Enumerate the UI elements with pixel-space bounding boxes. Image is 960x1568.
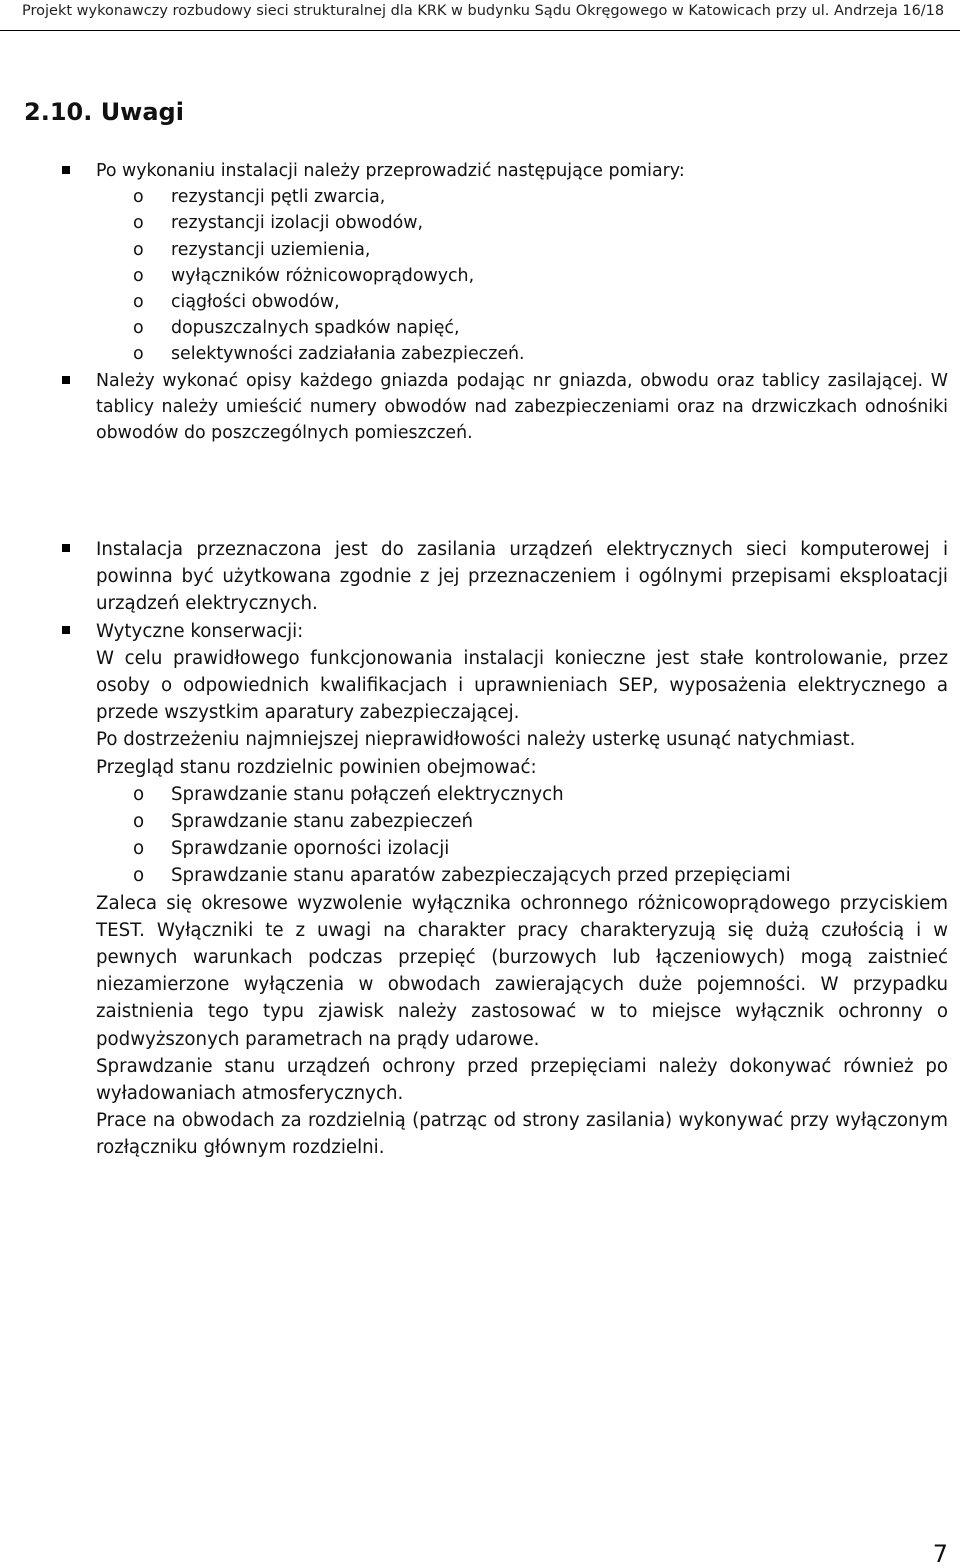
list-item <box>0 315 960 341</box>
circle-bullet-icon: o <box>133 213 144 234</box>
square-bullet-icon <box>62 166 70 174</box>
circle-bullet-icon: o <box>133 318 144 339</box>
circle-bullet-icon: o <box>133 292 144 313</box>
square-bullet-icon <box>62 626 70 634</box>
circle-bullet-icon: o <box>133 265 144 286</box>
list-item-text: rezystancji uziemienia, <box>171 239 371 260</box>
list-item <box>0 808 960 835</box>
list-item <box>0 184 960 210</box>
maintenance-paragraph: Przegląd stanu rozdzielnic powinien obejmować: <box>96 756 537 778</box>
list-item <box>0 341 960 367</box>
list-item-text: rezystancji pętli zwarcia, <box>171 187 386 208</box>
maintenance-title: Wytyczne konserwacji: <box>96 620 304 642</box>
maintenance-paragraph: W celu prawidłowego funkcjonowania instalacji konieczne jest stałe kontrolowanie, przez osoby o odpowiednich kwalifikacjach i uprawnieniach SEP, wyposażenia elektrycznego a przede wszystkim aparatury zabezpieczającej. <box>96 647 948 724</box>
circle-bullet-icon: o <box>133 344 144 365</box>
list-item-text: Sprawdzanie stanu połączeń elektrycznych <box>171 783 564 805</box>
list-item-text: ciągłości obwodów, <box>171 292 340 313</box>
page-number: 7 <box>932 1540 948 1568</box>
bullet-maintenance <box>0 618 960 645</box>
square-bullet-icon <box>62 376 70 384</box>
list-item-text: wyłączników różnicowoprądowych, <box>171 265 475 286</box>
maintenance-paragraph: Sprawdzanie stanu urządzeń ochrony przed przepięciami należy dokonywać również po wyładowaniach atmosferycznych. <box>96 1055 948 1105</box>
first-block <box>0 158 960 446</box>
checks-list <box>0 781 960 890</box>
circle-bullet-icon: o <box>133 865 145 887</box>
second-block <box>0 536 960 1162</box>
list-item-text: selektywności zadziałania zabezpieczeń. <box>171 344 525 365</box>
bullet-sockets <box>0 368 960 447</box>
measurements-intro: Po wykonaniu instalacji należy przeprowadzić następujące pomiary: <box>96 161 685 181</box>
circle-bullet-icon: o <box>133 811 145 833</box>
list-item <box>0 210 960 236</box>
circle-bullet-icon: o <box>133 838 145 860</box>
section-title: 2.10. Uwagi <box>24 98 184 126</box>
installation-text: Instalacja przeznaczona jest do zasilania urządzeń elektrycznych sieci komputerowej i powinna być użytkowana zgodnie z jej przeznaczeniem i ogólnymi przepisami eksploatacji urządzeń elektrycznych. <box>96 539 948 615</box>
maintenance-paragraph: Po dostrzeżeniu najmniejszej nieprawidłowości należy usterkę usunąć natychmiast. <box>96 729 856 751</box>
list-item <box>0 289 960 315</box>
measurements-list <box>0 184 960 367</box>
list-item-text: rezystancji izolacji obwodów, <box>171 213 424 234</box>
list-item-text: dopuszczalnych spadków napięć, <box>171 318 460 339</box>
circle-bullet-icon: o <box>133 239 144 260</box>
list-item <box>0 862 960 889</box>
maintenance-paragraph: Zaleca się okresowe wyzwolenie wyłącznika ochronnego różnicowoprądowego przyciskiem TEST. Wyłączniki te z uwagi na charakter pracy charakteryzują się dużą czułością i w pewnych warunkach podczas przepięć (burzowych lub łączeniowych) mogą zaistnieć niezamierzone wyłączenia w obwodach zawierających duże pojemności. W przypadku zaistnienia tego typu zjawisk należy zastosować w to miejsce wyłącznik ochronny o podwyższonych parametrach na prądy udarowe. <box>96 892 948 1050</box>
sockets-text: Należy wykonać opisy każdego gniazda podając nr gniazda, obwodu oraz tablicy zasilającej. W tablicy należy umieścić numery obwodów nad zabezpieczeniami oraz na drzwiczkach odnośniki obwodów do poszczególnych pomieszczeń. <box>96 370 948 444</box>
header-text: Projekt wykonawczy rozbudowy sieci strukturalnej dla KRK w budynku Sądu Okręgowego w Katowicach przy ul. Andrzeja 16/18 <box>22 3 945 19</box>
list-item <box>0 835 960 862</box>
list-item <box>0 781 960 808</box>
maintenance-paragraph: Prace na obwodach za rozdzielnią (patrząc od strony zasilania) wykonywać przy wyłączonym rozłączniku głównym rozdzielni. <box>96 1110 948 1159</box>
list-item-text: Sprawdzanie stanu zabezpieczeń <box>171 811 473 833</box>
bullet-measurements <box>0 158 960 184</box>
list-item-text: Sprawdzanie oporności izolacji <box>171 838 450 860</box>
circle-bullet-icon: o <box>133 187 144 208</box>
circle-bullet-icon: o <box>133 783 145 805</box>
list-item <box>0 263 960 289</box>
page-header <box>0 0 960 31</box>
square-bullet-icon <box>62 544 70 552</box>
list-item <box>0 237 960 263</box>
list-item-text: Sprawdzanie stanu aparatów zabezpieczających przed przepięciami <box>171 865 791 887</box>
bullet-installation <box>0 536 960 618</box>
